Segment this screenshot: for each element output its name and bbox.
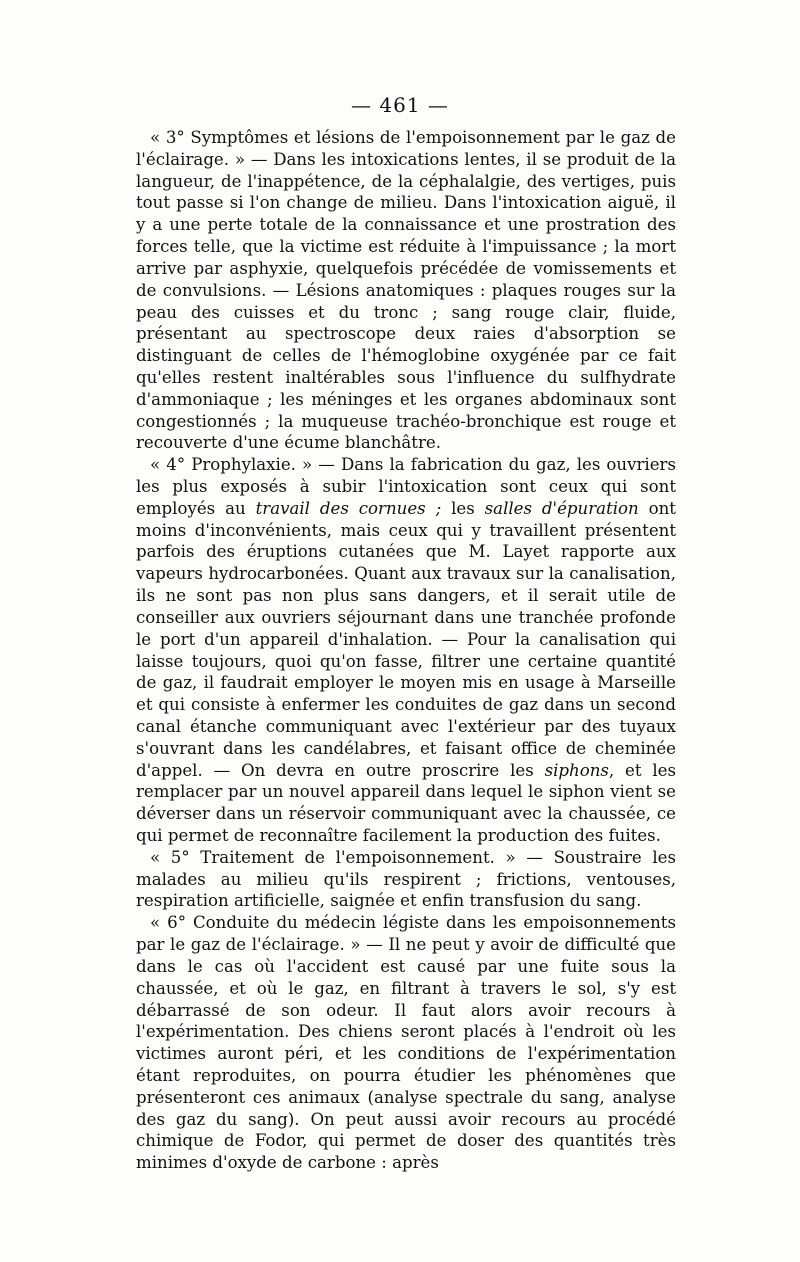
text-segment: « 5° Traitement de l'empoisonnement. » — Soustraire les malades au milieu qu'ils respirent ; frictions, ventouses, respiration artificielle, saignée et enfin transfusion du sang. <box>136 847 676 911</box>
page-number: — 461 — <box>351 93 449 117</box>
text-segment: « 3° Symptômes et lésions de l'empoisonnement par le gaz de l'éclairage. » — Dans les intoxications lentes, il se produit de la langueur, de l'inappétence, de la céphalalgie, des vertiges, puis tout passe si l'on change de milieu. Dans l'intoxication aiguë, il y a une perte totale de la connaissance et une prostration des forces telle, que la victime est réduite à l'impuissance ; la mort arrive par asphyxie, quelquefois précédée de vomissements et de convulsions. — Lésions anatomiques : plaques rouges sur la peau des cuisses et du tronc ; sang rouge clair, fluide, présentant au spectroscope deux raies d'absorption se distinguant de celles de l'hémoglobine oxygénée par ce fait qu'elles restent inaltérables sous l'influence du sulfhydrate d'ammoniaque ; les méninges et les organes abdominaux sont congestionnés ; la muqueuse trachéo-bronchique est rouge et recouverte d'une écume blanchâtre. <box>136 128 676 453</box>
text-segment: « 6° Conduite du médecin légiste dans les empoisonnements par le gaz de l'éclairage. » — Il ne peut y avoir de difficulté que dans le cas où l'accident est causé par une fuite sous la chaussée, et où le gaz, en filtrant à travers le sol, s'y est débarrassé de son odeur. Il faut alors avoir recours à l'expérimentation. Des chiens seront placés à l'endroit où les victimes auront péri, et les conditions de l'expérimentation étant reproduites, on pourra étudier les phénomènes que présenteront ces animaux (analyse spectrale du sang, analyse des gaz du sang). On peut aussi avoir recours au procédé chimique de Fodor, qui permet de doser des quantités très minimes d'oxyde de carbone : après <box>136 913 676 1173</box>
body-text <box>136 127 676 1174</box>
italic-term: salles d'épuration <box>484 498 639 518</box>
paragraph-symptomes <box>136 127 676 454</box>
text-segment: les <box>441 498 485 518</box>
paragraph-conduite <box>136 912 676 1174</box>
italic-term: travail des cornues ; <box>255 498 442 518</box>
italic-term: siphons <box>544 760 609 780</box>
text-segment: « 4° Prophylaxie. » — Dans la fabrication du gaz, les ouvriers les plus exposés à subir l'intoxication sont ceux qui sont employés au <box>136 455 676 518</box>
paragraph-traitement <box>136 847 676 912</box>
text-segment: ont moins d'inconvénients, mais ceux qui y travaillent présentent parfois des éruptions cutanées que M. Layet rapporte aux vapeurs hydrocarbonées. Quant aux travaux sur la canalisation, ils ne sont pas non plus sans dangers, et il serait utile de conseiller aux ouvriers séjournant dans une tranchée profonde le port d'un appareil d'inhalation. — Pour la canalisation qui laisse toujours, quoi qu'on fasse, filtrer une certaine quantité de gaz, il faudrait employer le moyen mis en usage à Marseille et qui consiste à enfermer les conduites de gaz dans un second canal étanche communiquant avec l'extérieur par des tuyaux s'ouvrant dans les candélabres, et faisant office de cheminée d'appel. — On devra en outre proscrire les <box>136 498 676 780</box>
paragraph-prophylaxie <box>136 454 676 847</box>
text-segment: , et les remplacer par un nouvel appareil dans lequel le siphon vient se déverser dans un réservoir communiquant avec la chaussée, ce qui permet de reconnaître facilement la production des fuites. <box>136 760 676 845</box>
